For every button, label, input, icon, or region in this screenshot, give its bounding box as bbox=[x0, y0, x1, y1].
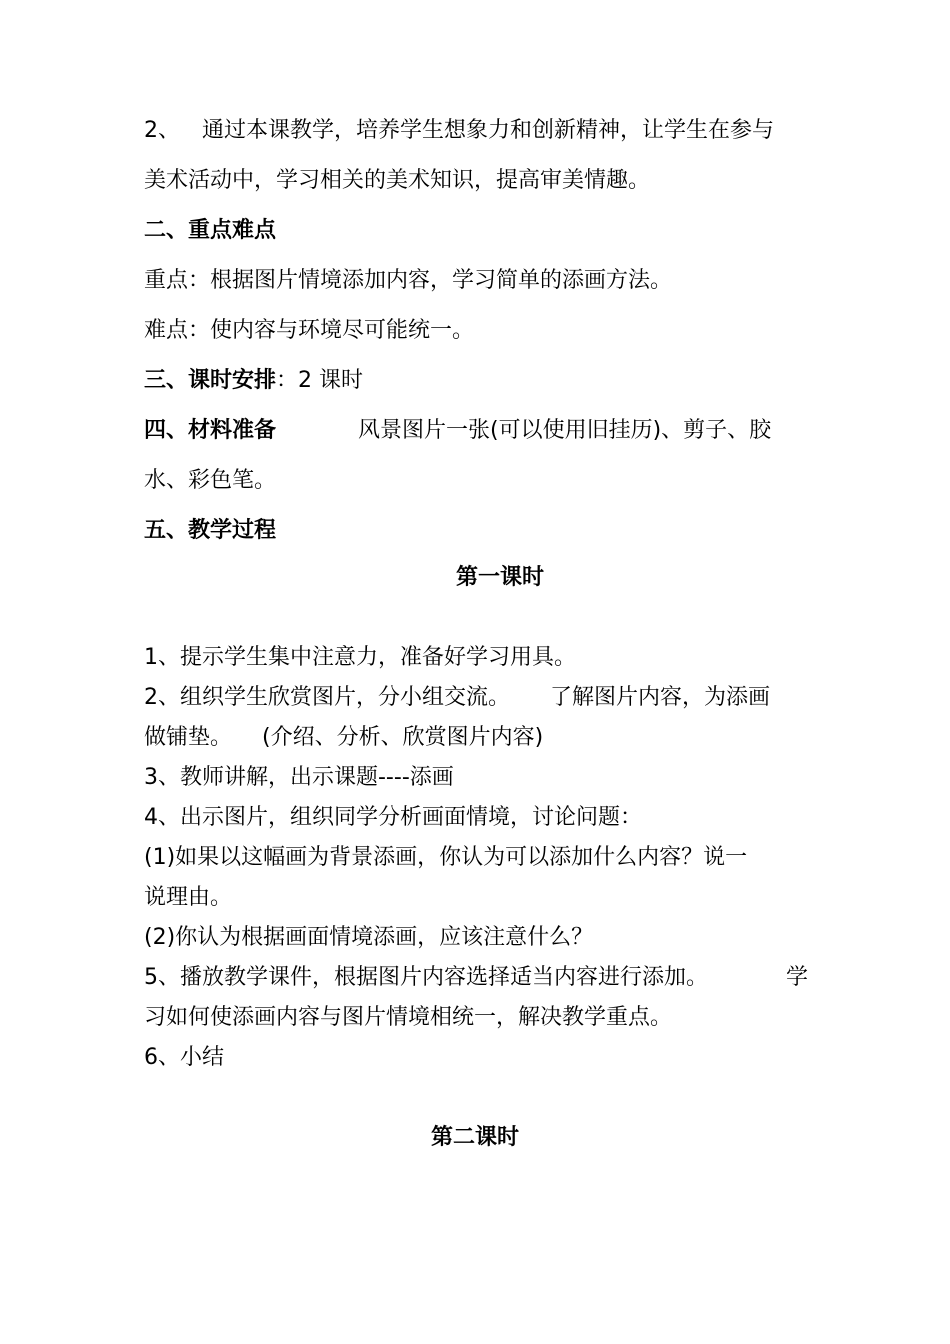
lesson-1-question-1-line-2: 说理由。 bbox=[144, 885, 233, 910]
objective-item-2-line-2: 美术活动中，学习相关的美术知识，提高审美情趣。 bbox=[144, 168, 651, 193]
section-process-heading: 五、教学过程 bbox=[144, 518, 277, 543]
lesson-1-step-6: 6、小结 bbox=[144, 1045, 224, 1070]
lesson-1-step-1: 1、提示学生集中注意力，准备好学习用具。 bbox=[144, 645, 576, 670]
lesson-1-step-5-line-2: 习如何使添画内容与图片情境相统一，解决教学重点。 bbox=[144, 1005, 673, 1030]
section-schedule-value: ：2 课时 bbox=[276, 368, 364, 393]
objective-item-2-number: 2、 bbox=[144, 118, 180, 143]
lesson-1-step-2-line-1 bbox=[144, 683, 808, 713]
lesson-1-step-2-text: 2、组织学生欣赏图片，分小组交流。 bbox=[144, 685, 510, 710]
difficulty-text: 难点：使内容与环境尽可能统一。 bbox=[144, 318, 475, 343]
section-materials-heading: 四、材料准备 bbox=[144, 418, 277, 443]
lesson-1-step-2-line-2 bbox=[144, 723, 808, 753]
section-materials-value: 风景图片一张(可以使用旧挂历)、剪子、胶 bbox=[358, 418, 772, 443]
objective-item-2-line-1 bbox=[144, 116, 808, 146]
section-key-points-heading: 二、重点难点 bbox=[144, 218, 277, 243]
lesson-1-title: 第一课时 bbox=[455, 565, 544, 590]
lesson-1-question-1-line-1: (1)如果以这幅画为背景添画，你认为可以添加什么内容？说一 bbox=[144, 845, 748, 870]
section-materials-line-2: 水、彩色笔。 bbox=[144, 468, 277, 493]
lesson-1-step-2-continuation: 做铺垫。 bbox=[144, 725, 233, 750]
lesson-1-step-2-note: (介绍、分析、欣赏图片内容) bbox=[262, 725, 544, 750]
lesson-1-step-4: 4、出示图片，组织同学分析画面情境，讨论问题： bbox=[144, 805, 642, 830]
lesson-1-step-5-tail: 学 bbox=[785, 965, 808, 990]
section-schedule-heading: 三、课时安排 bbox=[144, 368, 277, 393]
lesson-1-question-2: (2)你认为根据画面情境添画，应该注意什么？ bbox=[144, 925, 594, 950]
lesson-1-step-2-purpose: 了解图片内容，为添画 bbox=[550, 685, 771, 710]
objective-item-2-text: 通过本课教学，培养学生想象力和创新精神，让学生在参与 bbox=[202, 118, 775, 143]
lesson-2-title: 第二课时 bbox=[430, 1125, 519, 1150]
lesson-1-step-3: 3、教师讲解，出示课题----添画 bbox=[144, 765, 454, 790]
section-schedule-line bbox=[144, 366, 808, 396]
section-materials-line-1 bbox=[144, 416, 808, 446]
lesson-1-step-5-text: 5、播放教学课件，根据图片内容选择适当内容进行添加。 bbox=[144, 965, 708, 990]
key-point-text: 重点：根据图片情境添加内容，学习简单的添画方法。 bbox=[144, 268, 673, 293]
lesson-1-step-5-line-1 bbox=[144, 963, 808, 993]
